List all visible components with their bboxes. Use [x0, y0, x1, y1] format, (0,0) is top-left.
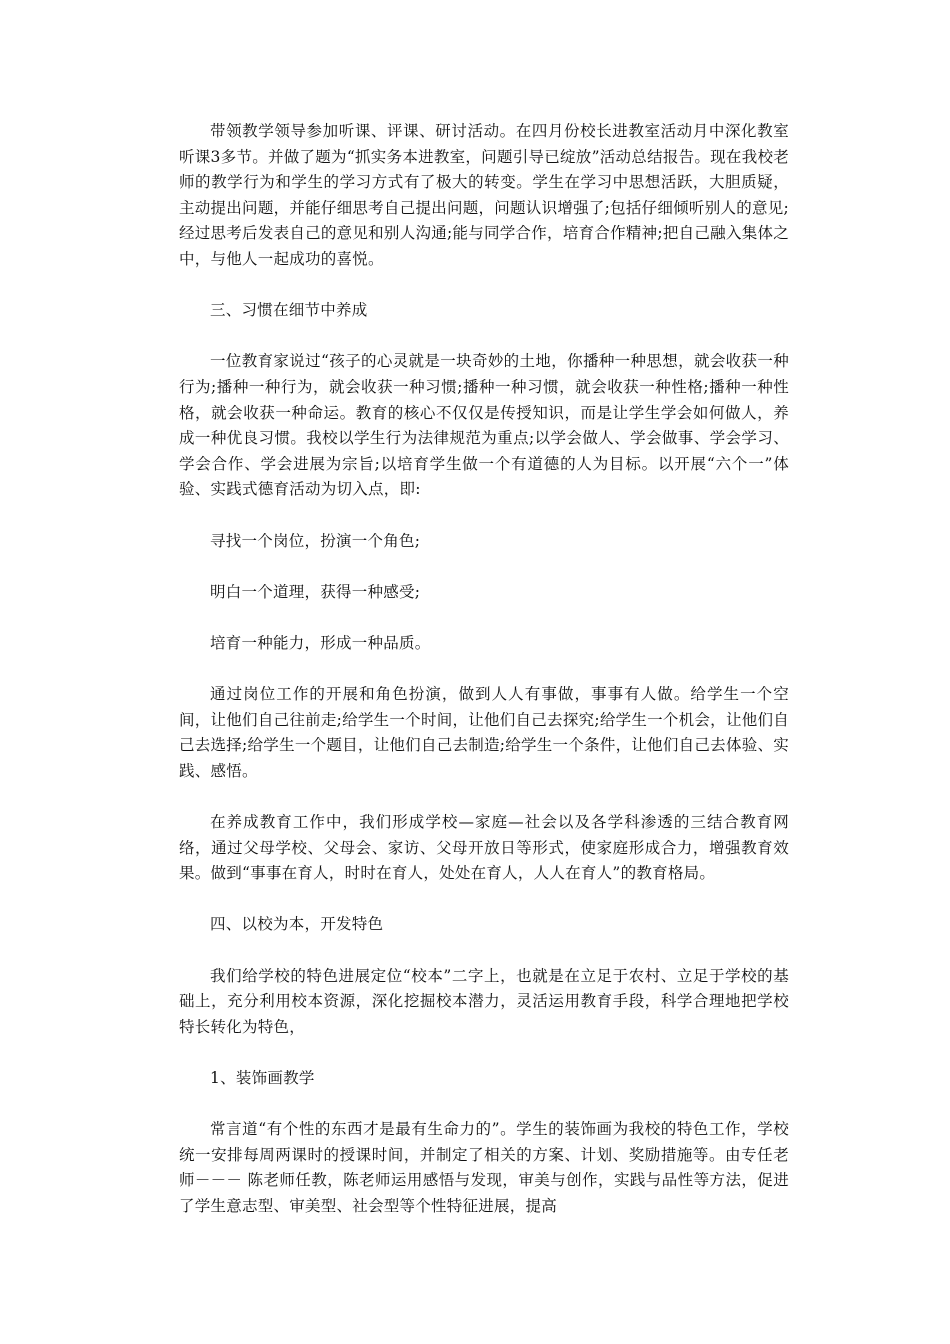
list-item-cultivate-ability: 培育一种能力，形成一种品质。 — [210, 633, 431, 652]
section-heading-school-based: 四、以校为本，开发特色 — [210, 915, 384, 934]
subsection-heading-decorative-painting: 1、装饰画教学 — [210, 1068, 315, 1087]
document-body — [179, 119, 789, 1220]
section-heading-habits: 三、习惯在细节中养成 — [210, 301, 368, 320]
paragraph-education-network: 在养成教育工作中，我们形成学校—家庭—社会以及各学科渗透的三结合教育网络，通过父母学校、父母会、家访、父母开放日等形式，使家庭形成合力，增强教育效果。做到“事事在育人，时时在育人，处处在育人，人人在育人”的教育格局。 — [179, 813, 789, 883]
paragraph-school-features: 我们给学校的特色进展定位“校本”二字上，也就是在立足于农村、立足于学校的基础上，充分利用校本资源，深化挖掘校本潜力，灵活运用教育手段，科学合理地把学校特长转化为特色， — [179, 966, 789, 1036]
paragraph-practice-summary: 带领教学领导参加听课、评课、研讨活动。在四月份校长进教室活动月中深化教室听课3多节。并做了题为“抓实务本进教室，问题引导已绽放”活动总结报告。现在我校老师的教学行为和学生的学习方式有了极大的转变。学生在学习中思想活跃，大胆质疑，主动提出问题，并能仔细思考自己提出问题，问题认识增强了;包括仔细倾听别人的意见;经过思考后发表自己的意见和别人沟通;能与同学合作，培育合作精神;把自己融入集体之中，与他人一起成功的喜悦。 — [179, 122, 789, 268]
paragraph-decorative-painting: 常言道“有个性的东西才是最有生命力的”。学生的装饰画为我校的特色工作，学校统一安排每周两课时的授课时间，并制定了相关的方案、计划、奖励措施等。由专任老师－－－ 陈老师任教，陈老师运用感悟与发现，审美与创作，实践与品性等方法，促进了学生意志型、审美型、社会型等个性特征进展，提高 — [179, 1120, 789, 1215]
list-item-understand-reason: 明白一个道理，获得一种感受; — [210, 582, 421, 601]
paragraph-educator-quote: 一位教育家说过“孩子的心灵就是一块奇妙的土地，你播种一种思想，就会收获一种行为;播种一种行为，就会收获一种习惯;播种一种习惯，就会收获一种性格;播种一种性格，就会收获一种命运。教育的核心不仅仅是传授知识，而是让学生学会如何做人，养成一种优良习惯。我校以学生行为法律规范为重点;以学会做人、学会做事、学会学习、学会合作、学会进展为宗旨;以培育学生做一个有道德的人为目标。以开展“六个一”体验、实践式德育活动为切入点，即: — [179, 352, 789, 499]
list-item-find-post: 寻找一个岗位，扮演一个角色; — [210, 531, 421, 550]
paragraph-role-play: 通过岗位工作的开展和角色扮演，做到人人有事做，事事有人做。给学生一个空间，让他们自己往前走;给学生一个时间，让他们自己去探究;给学生一个机会，让他们自己去选择;给学生一个题目，让他们自己去制造;给学生一个条件，让他们自己去体验、实践、感悟。 — [179, 685, 789, 780]
